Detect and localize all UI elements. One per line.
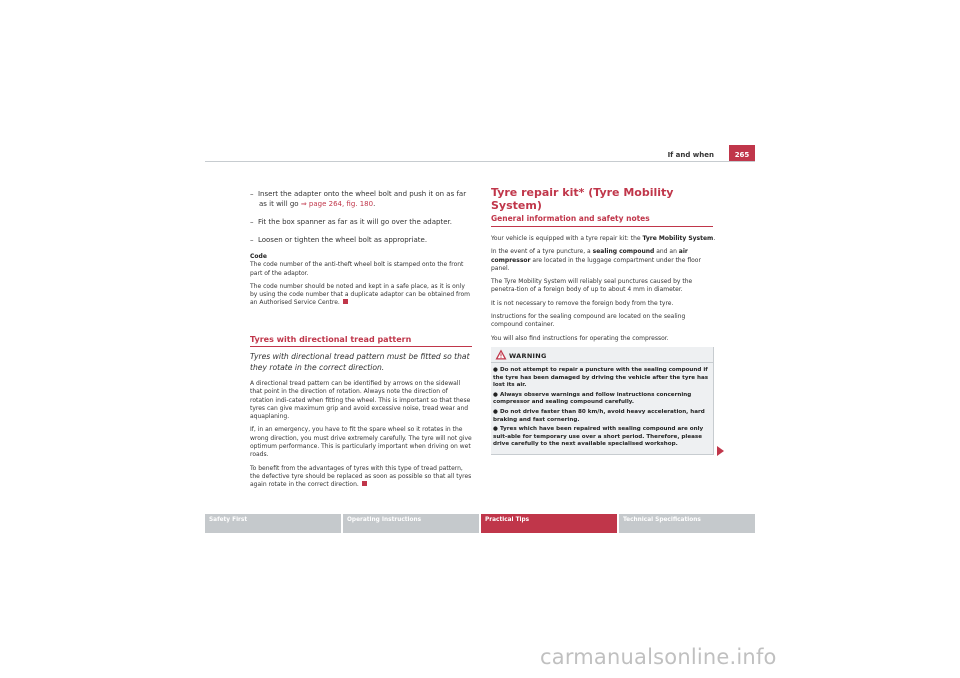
code-paragraph: The code number should be noted and kept in a safe place, as it is only by using the code number that a duplicate adaptor can be obtained from an Authorised Service Centre. bbox=[250, 282, 471, 307]
warning-item: ● Do not drive faster than 80 km/h, avoid heavy acceleration, hard braking and fast cornering. bbox=[493, 408, 705, 423]
body-paragraph: In the event of a tyre puncture, a sealing compound and an air compressor are located in the luggage compartment under the floor panel. bbox=[491, 248, 701, 272]
section-divider bbox=[250, 346, 472, 347]
page-number-badge: 265 bbox=[729, 145, 755, 161]
continue-arrow-icon bbox=[717, 446, 724, 456]
subsection-divider bbox=[491, 226, 713, 227]
section-end-marker bbox=[343, 299, 348, 304]
warning-item: ● Always observe warnings and follow instructions concerning compressor and sealing compound carefully. bbox=[493, 391, 692, 406]
bullet-icon: ● bbox=[493, 367, 498, 373]
footer-nav bbox=[205, 514, 755, 533]
watermark: carmanualsonline.info bbox=[540, 645, 777, 669]
warning-label: WARNING bbox=[509, 352, 547, 360]
subsection-title: General information and safety notes bbox=[491, 214, 650, 223]
header-divider bbox=[205, 161, 755, 162]
warning-list bbox=[493, 367, 711, 451]
body-paragraph: The Tyre Mobility System will reliably seal punctures caused by the penetra-tion of a foreign body of up to about 4 mm in diameter. bbox=[491, 278, 693, 294]
section-title-directional-tread: Tyres with directional tread pattern bbox=[250, 335, 412, 344]
bullet-icon: ● bbox=[493, 426, 498, 433]
bullet-icon: ● bbox=[493, 408, 498, 415]
section-intro: Tyres with directional tread pattern must be fitted so that they rotate in the correct direction. bbox=[250, 352, 470, 372]
step-item: – Fit the box spanner as far as it will go over the adapter. bbox=[250, 218, 452, 226]
body-paragraph: You will also find instructions for operating the compressor. bbox=[491, 334, 669, 342]
footer-tab-practical-tips[interactable]: Practical Tips bbox=[481, 514, 617, 533]
footer-tab-safety-first[interactable]: Safety First bbox=[205, 514, 341, 533]
bullet-icon: ● bbox=[493, 391, 498, 398]
body-paragraph: It is not necessary to remove the foreign body from the tyre. bbox=[491, 299, 674, 307]
code-paragraph: The code number of the anti-theft wheel bolt is stamped onto the front part of the adaptor. bbox=[250, 261, 464, 277]
warning-box bbox=[491, 347, 714, 455]
body-paragraph: Your vehicle is equipped with a tyre repair kit: the Tyre Mobility System. bbox=[491, 235, 716, 242]
section-end-marker bbox=[362, 481, 367, 486]
warning-triangle-icon bbox=[495, 349, 507, 360]
chapter-title-tyre-repair-kit: Tyre repair kit* (Tyre Mobility System) bbox=[491, 186, 674, 212]
body-paragraph: To benefit from the advantages of tyres with this type of tread pattern, the defective tyre should be replaced as soon as possible so that all tyres again rotate in the correct direction. bbox=[250, 464, 472, 489]
footer-tab-technical-specifications[interactable]: Technical Specifications bbox=[619, 514, 755, 533]
body-paragraph: If, in an emergency, you have to fit the spare wheel so it rotates in the wrong direction, you must drive extremely carefully. The tyre will not give optimum performance. This is particularly important when driving on wet roads. bbox=[250, 426, 472, 459]
warning-divider bbox=[491, 362, 713, 363]
body-paragraph: Instructions for the sealing compound are located on the sealing compound container. bbox=[491, 313, 686, 329]
warning-header bbox=[491, 347, 713, 363]
warning-item: ● Tyres which have been repaired with sealing compound are only suit-able for temporary use over a short period. Therefore, please drive carefully to the next available specialised workshop. bbox=[493, 426, 704, 448]
running-header-title: If and when bbox=[667, 151, 714, 159]
step-item: – Loosen or tighten the wheel bolt as appropriate. bbox=[250, 236, 428, 244]
section-body bbox=[250, 380, 472, 495]
warning-item: ● Do not attempt to repair a puncture with the sealing compound if the tyre has been damaged by driving the vehicle after the tyre has lost its air. bbox=[493, 367, 709, 389]
right-body bbox=[491, 235, 717, 348]
step-item: – Insert the adapter onto the wheel bolt and push it on as far as it will go ⇒ page 264, fig. 180. bbox=[250, 190, 467, 208]
left-column bbox=[250, 189, 472, 313]
footer-tab-operating-instructions[interactable]: Operating Instructions bbox=[343, 514, 479, 533]
code-heading: Code bbox=[250, 253, 267, 260]
page-reference-link[interactable]: ⇒ page 264, fig. 180 bbox=[300, 200, 374, 208]
body-paragraph: A directional tread pattern can be identified by arrows on the sidewall that point in the direction of rotation. Always note the direction of rotation indi-cated when fitting the wheel. This is important so that these tyres can give maximum grip and avoid excessive noise, tread wear and aquaplaning. bbox=[250, 380, 471, 421]
